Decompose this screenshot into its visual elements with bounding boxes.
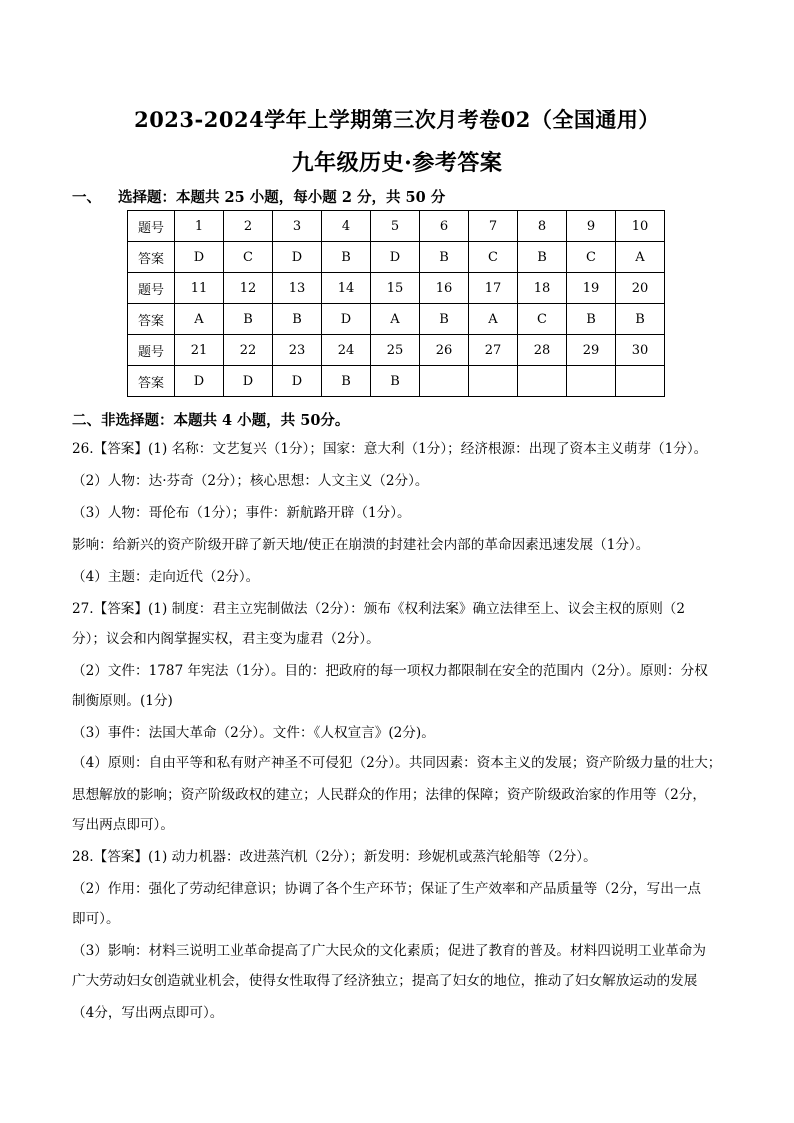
question-number-cell: 22 <box>224 335 273 366</box>
answer-line: （2）文件：1787 年宪法（1分）。目的：把政府的每一项权力都限制在安全的范围内（2分）。原则：分权 <box>72 663 708 679</box>
section-one-heading <box>72 186 445 207</box>
question-number-cell: 10 <box>616 211 665 242</box>
question-number-cell: 1 <box>175 211 224 242</box>
answer-cell: B <box>518 242 567 273</box>
table-row <box>128 335 665 366</box>
row-label: 答案 <box>128 304 175 335</box>
answer-line: 制衡原则。(1分) <box>72 693 173 709</box>
answer-cell <box>567 366 616 397</box>
row-label: 题号 <box>128 335 175 366</box>
answer-cell: D <box>175 366 224 397</box>
answer-cell: B <box>420 304 469 335</box>
question-number-cell: 29 <box>567 335 616 366</box>
question-number-cell: 30 <box>616 335 665 366</box>
question-number-cell: 23 <box>273 335 322 366</box>
answer-cell: D <box>371 242 420 273</box>
answer-cell: B <box>322 242 371 273</box>
question-number-cell: 15 <box>371 273 420 304</box>
section-one-text: 选择题：本题共 25 小题，每小题 2 分，共 50 分 <box>118 189 446 206</box>
question-number-cell: 27 <box>469 335 518 366</box>
answer-line: 28.【答案】(1) 动力机器：改进蒸汽机（2分）；新发明：珍妮机或蒸汽轮船等（2分）。 <box>72 849 597 865</box>
table-row <box>128 211 665 242</box>
answer-line: 即可）。 <box>72 911 120 927</box>
answer-cell: D <box>322 304 371 335</box>
section-one-number: 一、 <box>72 189 101 206</box>
question-number-cell: 9 <box>567 211 616 242</box>
answer-line: 广大劳动妇女创造就业机会，使得女性取得了经济独立；提高了妇女的地位，推动了妇女解放运动的发展 <box>72 973 698 989</box>
answer-cell: B <box>420 242 469 273</box>
question-number-cell: 28 <box>518 335 567 366</box>
answer-cell: C <box>567 242 616 273</box>
answer-cell: B <box>567 304 616 335</box>
question-number-cell: 16 <box>420 273 469 304</box>
answer-cell: D <box>224 366 273 397</box>
answer-line: 分）；议会和内阁掌握实权，君主变为虚君（2分）。 <box>72 631 380 647</box>
question-number-cell: 4 <box>322 211 371 242</box>
answer-cell: A <box>175 304 224 335</box>
answer-cell: A <box>616 242 665 273</box>
row-label: 答案 <box>128 366 175 397</box>
table-row <box>128 273 665 304</box>
exam-title: 2023-2024学年上学期第三次月考卷02（全国通用） <box>134 107 660 132</box>
answer-cell <box>616 366 665 397</box>
table-row <box>128 366 665 397</box>
answer-line: （4）主题：走向近代（2分）。 <box>72 569 260 585</box>
answer-cell: D <box>273 242 322 273</box>
answer-line: 27.【答案】(1) 制度：君主立宪制做法（2分）：颁布《权利法案》确立法律至上、议会主权的原则（2 <box>72 601 686 617</box>
question-number-cell: 20 <box>616 273 665 304</box>
answer-cell <box>420 366 469 397</box>
answer-line: 26.【答案】(1) 名称：文艺复兴（1分）；国家：意大利（1分）；经济根源：出现了资本主义萌芽（1分）。 <box>72 441 708 457</box>
question-number-cell: 3 <box>273 211 322 242</box>
answer-line: 影响：给新兴的资产阶级开辟了新天地/使正在崩溃的封建社会内部的革命因素迅速发展（1分）。 <box>72 537 650 553</box>
answer-cell: D <box>273 366 322 397</box>
question-number-cell: 2 <box>224 211 273 242</box>
question-number-cell: 5 <box>371 211 420 242</box>
answer-cell: D <box>175 242 224 273</box>
answer-cell: C <box>469 242 518 273</box>
answer-cell: B <box>616 304 665 335</box>
exam-subtitle: 九年级历史·参考答案 <box>291 150 503 176</box>
answer-table <box>127 210 665 397</box>
question-number-cell: 6 <box>420 211 469 242</box>
question-number-cell: 12 <box>224 273 273 304</box>
row-label: 答案 <box>128 242 175 273</box>
answer-cell: B <box>322 366 371 397</box>
table-row <box>128 304 665 335</box>
answer-line: （3）影响：材料三说明工业革命提高了广大民众的文化素质；促进了教育的普及。材料四说明工业革命为 <box>72 943 706 959</box>
table-row <box>128 242 665 273</box>
answer-line: （4分，写出两点即可）。 <box>72 1005 224 1021</box>
question-number-cell: 25 <box>371 335 420 366</box>
answer-cell: C <box>224 242 273 273</box>
question-number-cell: 7 <box>469 211 518 242</box>
answer-cell: B <box>371 366 420 397</box>
answer-cell: B <box>224 304 273 335</box>
row-label: 题号 <box>128 273 175 304</box>
question-number-cell: 8 <box>518 211 567 242</box>
answer-cell: A <box>469 304 518 335</box>
answer-line: （3）事件：法国大革命（2分）。文件：《人权宣言》(2分)。 <box>72 725 435 741</box>
section-two-heading: 二、非选择题：本题共 4 小题，共 50分。 <box>72 412 350 429</box>
question-number-cell: 19 <box>567 273 616 304</box>
answer-cell <box>518 366 567 397</box>
answer-line: （2）人物：达·芬奇（2分）；核心思想：人文主义（2分）。 <box>72 473 429 489</box>
answer-line: （3）人物：哥伦布（1分）；事件：新航路开辟（1分）。 <box>72 505 411 521</box>
question-number-cell: 21 <box>175 335 224 366</box>
answer-cell: A <box>371 304 420 335</box>
question-number-cell: 13 <box>273 273 322 304</box>
question-number-cell: 11 <box>175 273 224 304</box>
question-number-cell: 24 <box>322 335 371 366</box>
answer-cell: B <box>273 304 322 335</box>
answer-line: （4）原则：自由平等和私有财产神圣不可侵犯（2分）。共同因素：资本主义的发展；资产阶级力量的壮大； <box>72 755 722 771</box>
answer-line: 思想解放的影响；资产阶级政权的建立；人民群众的作用；法律的保障；资产阶级政治家的作用等（2分， <box>72 787 706 803</box>
row-label: 题号 <box>128 211 175 242</box>
question-number-cell: 26 <box>420 335 469 366</box>
answer-line: 写出两点即可）。 <box>72 817 174 833</box>
question-number-cell: 14 <box>322 273 371 304</box>
answer-cell: C <box>518 304 567 335</box>
question-number-cell: 18 <box>518 273 567 304</box>
answer-line: （2）作用：强化了劳动纪律意识；协调了各个生产环节；保证了生产效率和产品质量等（2分，写出一点 <box>72 881 702 897</box>
question-number-cell: 17 <box>469 273 518 304</box>
answer-cell <box>469 366 518 397</box>
